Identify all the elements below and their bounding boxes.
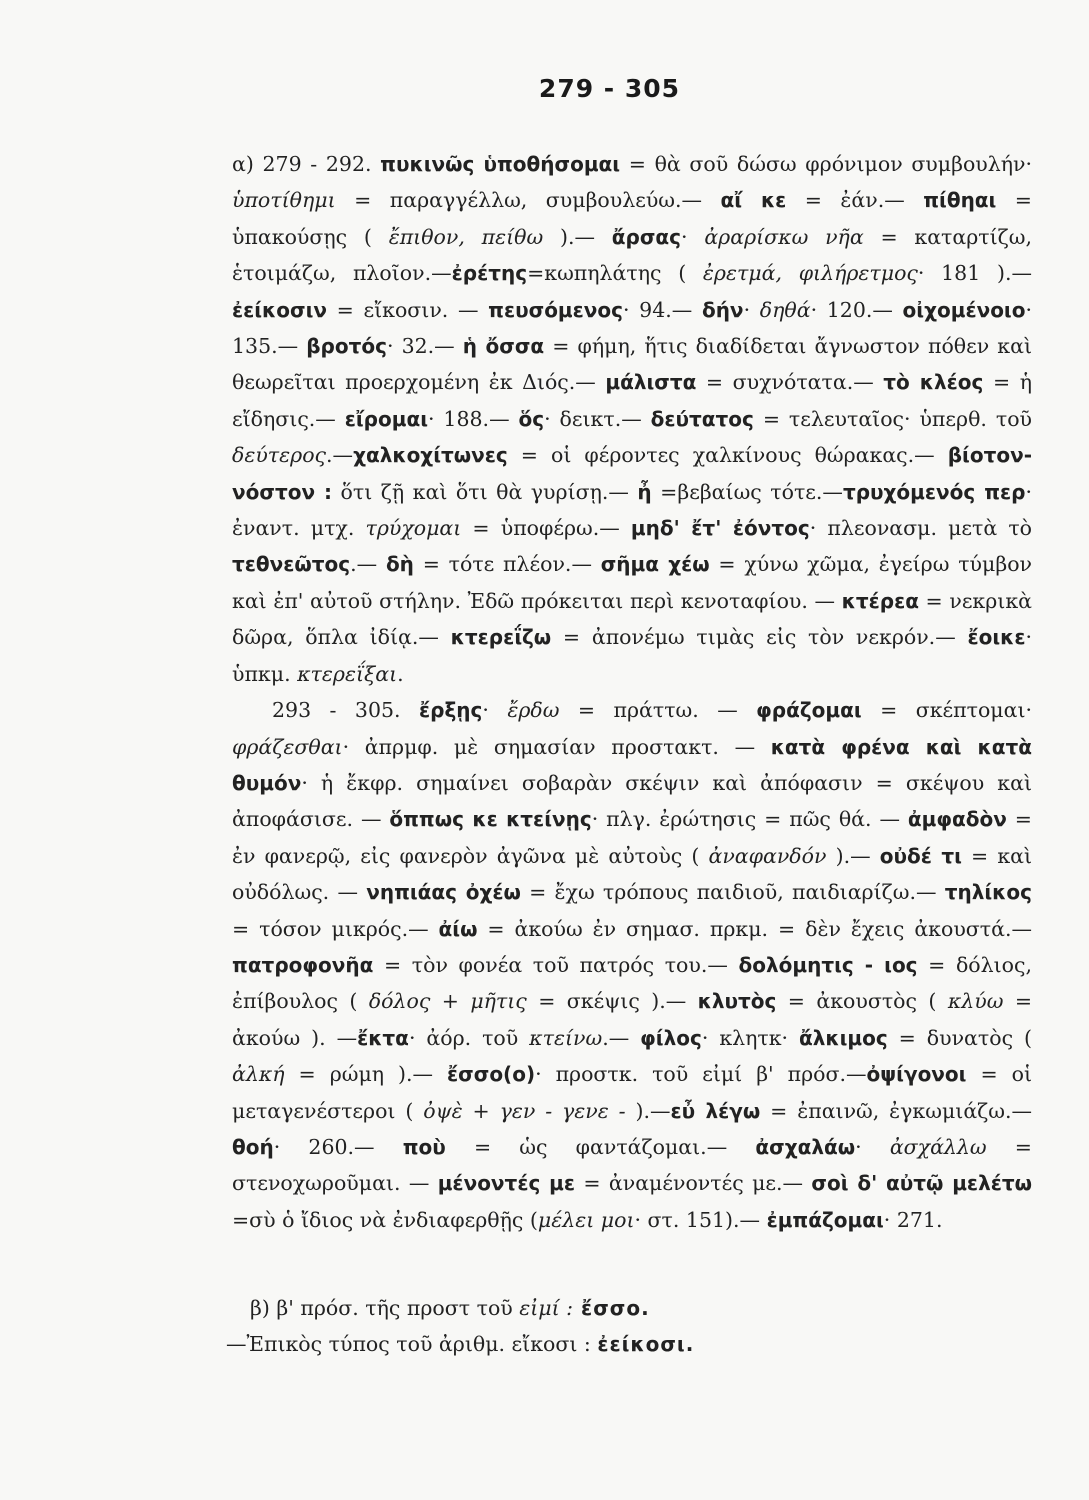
keyword: δολόμητις - ιος bbox=[738, 952, 918, 977]
keyword: οἰχομένοιο bbox=[902, 297, 1026, 322]
gloss: + bbox=[430, 989, 471, 1014]
gloss: · bbox=[743, 297, 760, 322]
italic-term: ἐρετμά, φιλήρετμος bbox=[702, 261, 918, 286]
keyword: ἦ bbox=[637, 479, 652, 504]
gloss: = ὡς φαντάζομαι.— bbox=[445, 1134, 756, 1159]
gloss: = ἀκούω ἐν σημασ. πρκμ. = δὲν ἔχεις ἀκουστά.— bbox=[477, 916, 1032, 941]
gloss: ὅτι ζῇ καὶ ὅτι θὰ γυρίσῃ.— bbox=[332, 479, 638, 504]
keyword: ἔσσο(ο) bbox=[447, 1062, 536, 1087]
gloss: · ἀόρ. τοῦ bbox=[408, 1025, 530, 1050]
gloss: = ἀκούω ). — bbox=[232, 989, 1033, 1050]
keyword: εὖ λέγω bbox=[670, 1098, 761, 1123]
gloss: .— bbox=[602, 1025, 641, 1050]
page-header: 279 - 305 bbox=[538, 74, 681, 103]
gloss: = ἔχω τρόπους παιδιοῦ, παιδιαρίζω.— bbox=[520, 880, 945, 905]
italic-term: κτερεΐξαι bbox=[297, 661, 398, 686]
italic-term: κλύω bbox=[947, 989, 1004, 1014]
gloss: · bbox=[482, 698, 508, 723]
italic-term: μῆτις bbox=[470, 989, 527, 1014]
gloss: · bbox=[855, 1134, 890, 1159]
keyword: ἔσσο. bbox=[573, 1296, 650, 1320]
keyword: ποὺ bbox=[402, 1134, 446, 1159]
gloss: = τελευταῖος· ὑπερθ. τοῦ bbox=[753, 406, 1032, 431]
gloss: · ἀπρμφ. μὲ σημασίαν προστακτ. — bbox=[342, 734, 771, 759]
keyword: πυκινῶς ὑποθήσομαι bbox=[380, 152, 621, 176]
italic-term: ἀλκή bbox=[232, 1062, 285, 1087]
gloss: = ὑποφέρω.— bbox=[461, 516, 631, 541]
gloss: · 188.— bbox=[427, 406, 519, 431]
gloss: = ἡ εἴδησις.— bbox=[232, 370, 1032, 431]
gloss: = χύνω χῶμα, ἐγείρω τύμβον καὶ ἐπ' αὐτοῦ στήλην. Ἐδῶ πρόκειται περὶ κενοταφίου. — bbox=[232, 552, 1033, 613]
keyword: τηλίκος bbox=[944, 880, 1032, 905]
gloss: =σὺ ὁ ἴδιος νὰ ἐνδιαφερθῇς ( bbox=[232, 1207, 538, 1232]
italic-term: ὀψὲ + γεν - γενε - bbox=[423, 1098, 626, 1123]
italic-term: ἀσχάλλω bbox=[889, 1134, 987, 1159]
keyword: ἀσχαλάω bbox=[755, 1134, 856, 1159]
gloss: · δεικτ.— bbox=[544, 406, 651, 431]
italic-term: δεύτερος bbox=[232, 443, 327, 468]
keyword: σοὶ δ' αὐτῷ μελέτω bbox=[811, 1171, 1032, 1196]
paragraph-279-292 bbox=[232, 146, 1032, 692]
italic-term: ἔρδω bbox=[507, 698, 560, 723]
gloss: = ὑπακούσῃς ( bbox=[232, 188, 1032, 249]
gloss: = ἐάν.— bbox=[786, 188, 924, 213]
gloss: = σκέψις ).— bbox=[526, 989, 698, 1014]
keyword: τρυχόμενός περ bbox=[842, 479, 1026, 504]
keyword: εἴρομαι bbox=[344, 406, 428, 431]
section-number: 293 - 305. bbox=[272, 698, 419, 723]
keyword: κλυτὸς bbox=[697, 989, 777, 1014]
keyword: ἐρέτης bbox=[451, 261, 528, 286]
keyword: ἐείκοσι. bbox=[597, 1332, 695, 1356]
italic-term: μέλει μοι bbox=[537, 1207, 635, 1232]
keyword: ἐείκοσιν bbox=[232, 297, 327, 322]
gloss: = ἀπονέμω τιμὰς εἰς τὸν νεκρόν.— bbox=[551, 625, 968, 650]
keyword: ἐμπάζομαι bbox=[766, 1207, 884, 1232]
gloss: ).— bbox=[625, 1098, 671, 1123]
gloss: · 32.— bbox=[386, 334, 463, 359]
italic-term: δηθά bbox=[759, 297, 811, 322]
gloss: = συχνότατα.— bbox=[696, 370, 884, 395]
italic-term: εἰμί : bbox=[519, 1296, 574, 1320]
italic-term: τρύχομαι bbox=[365, 516, 462, 541]
footnote-text: β) β' πρόσ. τῆς προστ τοῦ bbox=[250, 1296, 520, 1320]
gloss: ).— bbox=[543, 224, 612, 249]
gloss: = ἐν φανερῷ, εἰς φανερὸν ἀγῶνα μὲ αὐτοὺς ( bbox=[232, 807, 1032, 868]
gloss: = καὶ οὐδόλως. — bbox=[232, 843, 1033, 905]
keyword: κατὰ φρένα καὶ κατὰ θυμόν bbox=[232, 734, 1032, 795]
commentary-body bbox=[232, 146, 1032, 1238]
keyword: κτερεΐζω bbox=[450, 625, 552, 650]
keyword: τὸ κλέος bbox=[883, 370, 984, 395]
gloss: = νεκρικὰ δῶρα, ὅπλα ἰδίᾳ.— bbox=[232, 588, 1032, 650]
italic-term: ἔπιθον, πείθω bbox=[388, 224, 544, 249]
gloss: · ἐναντ. μτχ. bbox=[232, 479, 1032, 541]
keyword: ἀίω bbox=[438, 916, 478, 941]
gloss: = πράττω. — bbox=[559, 698, 757, 723]
keyword: δὴ bbox=[385, 552, 414, 577]
keyword: ὅς bbox=[518, 406, 545, 431]
footnote-text: —Ἐπικὸς τύπος τοῦ ἀριθμ. εἴκοσι : bbox=[226, 1332, 598, 1356]
gloss: = ρώμη ).— bbox=[284, 1062, 448, 1087]
keyword: ἀμφαδὸν bbox=[907, 807, 1007, 832]
keyword: ἔκτα bbox=[357, 1025, 409, 1050]
gloss: .— bbox=[350, 552, 386, 577]
gloss: · πλεονασμ. μετὰ τὸ bbox=[809, 516, 1033, 541]
keyword: ἄλκιμος bbox=[799, 1025, 888, 1050]
gloss: = παραγγέλλω, συμβουλεύω.— bbox=[335, 188, 721, 213]
gloss: · στ. 151).— bbox=[634, 1207, 767, 1232]
keyword: μένοντές με bbox=[437, 1171, 575, 1196]
gloss: ).— bbox=[826, 843, 880, 868]
gloss: · 94.— bbox=[623, 297, 702, 322]
keyword: πίθηαι bbox=[923, 188, 997, 213]
gloss: = τότε πλέον.— bbox=[413, 552, 601, 577]
gloss: = εἴκοσιν. — bbox=[327, 297, 489, 322]
gloss: · ἡ ἔκφρ. σημαίνει σοβαρὰν σκέψιν καὶ ἀπόφασιν = σκέψου καὶ ἀποφάσισε. — bbox=[232, 770, 1032, 832]
gloss: = τόσον μικρός.— bbox=[232, 916, 439, 941]
keyword: δεύτατος bbox=[650, 406, 754, 431]
gloss: = καταρτίζω, ἑτοιμάζω, πλοῖον.— bbox=[232, 224, 1033, 286]
paragraph-293-305 bbox=[232, 692, 1032, 1238]
keyword: βίοτον-νόστον : bbox=[232, 443, 1032, 504]
gloss: · 135.— bbox=[232, 297, 1032, 359]
keyword: φράζομαι bbox=[756, 698, 862, 723]
italic-term: κτείνω bbox=[529, 1025, 603, 1050]
gloss: .— bbox=[326, 443, 354, 468]
keyword: ἔοικε bbox=[967, 625, 1026, 650]
keyword: χαλκοχίτωνες bbox=[353, 443, 508, 468]
gloss: · bbox=[681, 224, 705, 249]
gloss: · ὑπκμ. bbox=[232, 625, 1032, 686]
gloss: = δόλιος, ἐπίβουλος ( bbox=[232, 952, 1033, 1014]
keyword: θοή bbox=[232, 1134, 274, 1159]
keyword: κτέρεα bbox=[841, 588, 919, 613]
gloss: · 120.— bbox=[810, 297, 903, 322]
gloss: · πλγ. ἐρώτησις = πῶς θά. — bbox=[591, 807, 908, 832]
italic-term: ὑποτίθημι bbox=[232, 188, 336, 213]
keyword: ὀψίγονοι bbox=[866, 1062, 967, 1087]
keyword: μάλιστα bbox=[605, 370, 697, 395]
keyword: νηπιάας ὀχέω bbox=[366, 880, 521, 905]
keyword: βροτός bbox=[306, 334, 387, 359]
gloss: · 181 ).— bbox=[917, 261, 1032, 286]
gloss: = φήμη, ἥτις διαδίδεται ἄγνωστον πόθεν καὶ θεωρεῖται προερχομένη ἐκ Διός.— bbox=[232, 334, 1032, 395]
italic-term: φράζεσθαι bbox=[232, 734, 343, 759]
keyword: ἄρσας bbox=[611, 224, 682, 249]
gloss: =κωπηλάτης ( bbox=[527, 261, 703, 286]
gloss: = οἱ μεταγενέστεροι ( bbox=[232, 1062, 1032, 1123]
italic-term: δόλος bbox=[368, 989, 431, 1014]
gloss: . bbox=[397, 661, 404, 686]
keyword: φίλος bbox=[640, 1025, 702, 1050]
keyword: δήν bbox=[701, 297, 744, 322]
italic-term: ἀναφανδόν bbox=[708, 843, 827, 868]
gloss: = ἀναμένοντές με.— bbox=[574, 1171, 812, 1196]
footnote-epic-form bbox=[226, 1326, 1010, 1362]
keyword: οὐδέ τι bbox=[879, 843, 962, 868]
gloss: = σκέπτομαι· bbox=[861, 698, 1033, 723]
italic-term: ἀραρίσκω νῆα bbox=[704, 224, 864, 249]
gloss: = δυνατὸς ( bbox=[887, 1025, 1032, 1050]
gloss: = θὰ σοῦ δώσω φρόνιμον συμβουλήν· bbox=[620, 152, 1033, 176]
keyword: ἔρξῃς bbox=[419, 698, 483, 723]
keyword: ἡ ὄσσα bbox=[462, 334, 545, 359]
gloss: = οἱ φέροντες χαλκίνους θώρακας.— bbox=[507, 443, 948, 468]
gloss: = τὸν φονέα τοῦ πατρός του.— bbox=[373, 952, 739, 977]
gloss: · 260.— bbox=[273, 1134, 403, 1159]
gloss: = στενοχωροῦμαι. — bbox=[232, 1134, 1032, 1196]
gloss: · 271. bbox=[883, 1207, 943, 1232]
gloss: · προστκ. τοῦ εἰμί β' πρόσ.— bbox=[535, 1062, 867, 1087]
keyword: τεθνεῶτος bbox=[232, 552, 351, 577]
keyword: πατροφονῆα bbox=[232, 952, 374, 977]
gloss: = ἐπαινῶ, ἐγκωμιάζω.— bbox=[760, 1098, 1033, 1123]
footnote-beta bbox=[250, 1290, 1010, 1326]
keyword: μηδ' ἔτ' ἐόντος bbox=[630, 516, 810, 541]
keyword: σῆμα χέω bbox=[600, 552, 710, 577]
section-number: α) 279 - 292. bbox=[232, 152, 381, 176]
keyword: πευσόμενος bbox=[488, 297, 623, 322]
gloss: =βεβαίως τότε.— bbox=[651, 479, 843, 504]
keyword: ὅππως κε κτείνῃς bbox=[389, 807, 592, 832]
footnotes bbox=[226, 1290, 1010, 1362]
gloss: · κλητκ· bbox=[701, 1025, 800, 1050]
keyword: αἴ κε bbox=[720, 188, 787, 213]
gloss: = ἀκουστὸς ( bbox=[776, 989, 948, 1014]
